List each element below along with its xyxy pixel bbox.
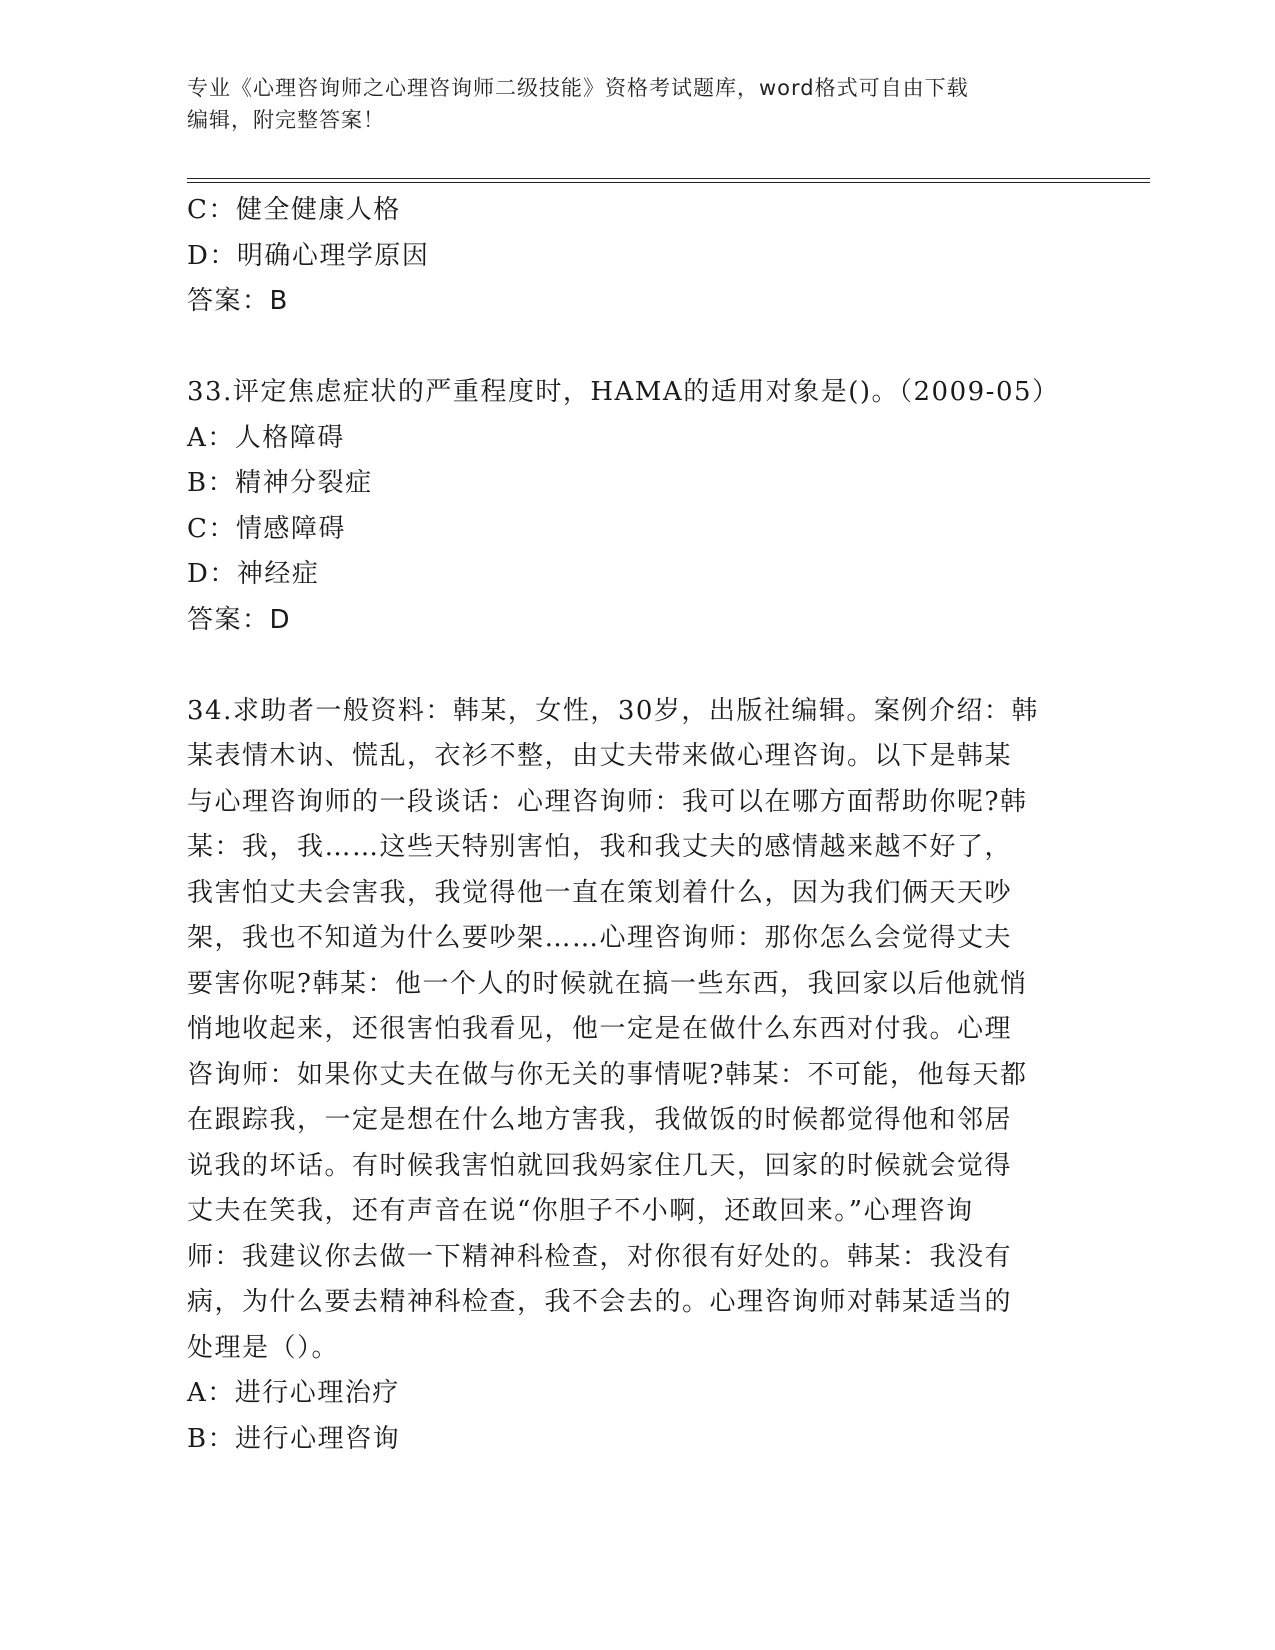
q32-option-d: D：明确心理学原因 [187,240,430,271]
q33-question: 33.评定焦虑症状的严重程度时，HAMA的适用对象是()。（2009-05） [187,377,1060,407]
q34-option-a: A：进行心理治疗 [187,1378,400,1408]
q34-question-line: 某表情木讷、慌乱，衣衫不整，由丈夫带来做心理咨询。以下是韩某 [187,741,1013,771]
header-line-2: 编辑，附完整答案！ [187,108,385,132]
q34-question [187,689,1087,1372]
q34-question-line: 师：我建议你去做一下精神科检查，对你很有好处的。韩某：我没有 [187,1241,1013,1272]
spacer [187,325,1087,371]
q34-question-line: 我害怕丈夫会害我，我觉得他一直在策划着什么，因为我们俩天天吵 [187,877,1013,908]
header-line-1: 专业《心理咨询师之心理咨询师二级技能》资格考试题库，word格式可自由下载 [187,76,969,100]
q34-option-b: B：进行心理咨询 [187,1423,401,1454]
q33-option-d: D：神经症 [187,559,320,589]
q34-question-line: 悄地收起来，还很害怕我看见，他一定是在做什么东西对付我。心理 [187,1014,1013,1044]
q32-answer: 答案：B [187,286,289,316]
q33-option-b: B：精神分裂症 [187,468,373,498]
q34-question-line: 咨询师：如果你丈夫在做与你无关的事情呢?韩某：不可能，他每天都 [187,1059,1028,1090]
q34-question-line: 在跟踪我，一定是想在什么地方害我，我做饭的时候都觉得他和邻居 [187,1105,1013,1135]
document-body [187,188,1087,1462]
header-divider-bottom [187,182,1150,183]
q34-question-line: 处理是（）。 [187,1332,340,1363]
q33-option-c: C：情感障碍 [187,513,346,544]
q34-question-line: 架，我也不知道为什么要吵架……心理咨询师：那你怎么会觉得丈夫 [187,923,1013,953]
document-header [187,72,1067,136]
q34-question-line: 与心理咨询师的一段谈话：心理咨询师：我可以在哪方面帮助你呢?韩 [187,786,1028,817]
q34-question-line: 34.求助者一般资料：韩某，女性，30岁，出版社编辑。案例介绍：韩 [187,695,1039,726]
q32-option-c: C：健全健康人格 [187,195,401,225]
q33-option-a: A：人格障碍 [187,422,345,453]
q34-question-line: 某：我，我……这些天特别害怕，我和我丈夫的感情越来越不好了， [187,832,1013,862]
q33-answer: 答案：D [187,604,292,635]
q34-question-line: 丈夫在笑我，还有声音在说“你胆子不小啊，还敢回来。”心理咨询 [187,1196,974,1226]
spacer [187,643,1087,689]
q34-question-line: 说我的坏话。有时候我害怕就回我妈家住几天，回家的时候就会觉得 [187,1150,1013,1181]
q34-question-line: 要害你呢?韩某：他一个人的时候就在搞一些东西，我回家以后他就悄 [187,968,1028,999]
q34-question-line: 病，为什么要去精神科检查，我不会去的。心理咨询师对韩某适当的 [187,1287,1013,1317]
header-divider-top [187,178,1150,179]
